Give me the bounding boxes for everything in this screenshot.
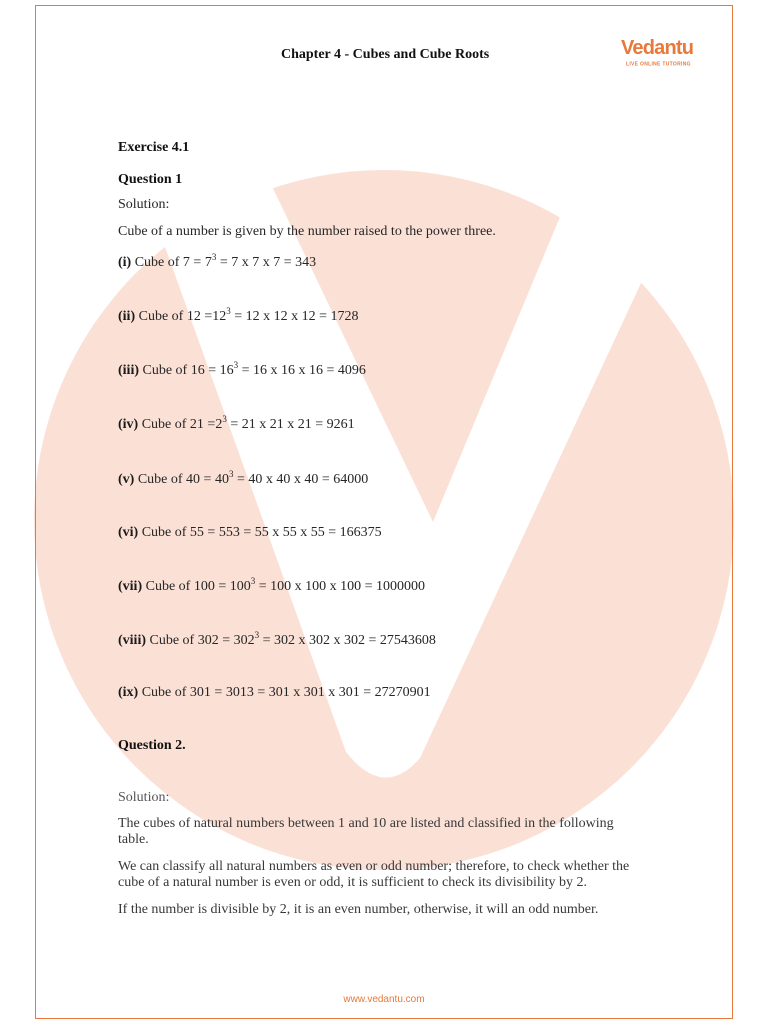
question2-heading: Question 2. [118,738,186,753]
question1-item [118,524,382,542]
exponent-superscript: 3 [250,576,256,586]
logo-wordmark: Vedantu [621,37,694,59]
solution-intro: Cube of a number is given by the number raised to the power three. [118,224,496,239]
item-label: (iii) [118,363,139,378]
expression-text: Cube of 302 = 302 [149,633,255,648]
expression-text: Cube of 21 =2 [141,417,223,432]
item-label: (viii) [118,633,146,648]
question1-item [118,471,368,489]
exponent-superscript: 3 [233,360,239,370]
question1-item [118,362,366,380]
question1-item [118,684,431,702]
paragraph-line: If the number is divisible by 2, it is an even number, otherwise, it will an odd number. [118,902,599,917]
paragraph-line: cube of a natural number is even or odd, it is sufficient to check its divisibility by 2. [118,875,588,890]
expression-rest: = 40 x 40 x 40 = 64000 [233,472,369,487]
exercise-heading: Exercise 4.1 [118,140,190,155]
expression-text: Cube of 12 =12 [138,309,227,324]
expression-text: Cube of 55 = 553 = 55 x 55 x 55 = 166375 [141,525,382,540]
expression-text: Cube of 100 = 100 [145,579,251,594]
expression-rest: = 16 x 16 x 16 = 4096 [238,363,366,378]
solution-label: Solution: [118,197,170,212]
item-label: (vii) [118,579,143,594]
footer-website-link[interactable]: www.vedantu.com [343,994,425,1005]
expression-text: Cube of 40 = 40 [137,472,229,487]
item-label: (ii) [118,309,136,324]
expression-rest: = 21 x 21 x 21 = 9261 [226,417,355,432]
question1-item [118,254,316,272]
expression-text: Cube of 7 = 7 [134,255,212,270]
question1-heading: Question 1 [118,172,183,187]
item-label: (iv) [118,417,139,432]
exponent-superscript: 3 [211,252,217,262]
item-label: (ix) [118,685,139,700]
item-label: (vi) [118,525,139,540]
question1-item [118,416,355,434]
paragraph-line: The cubes of natural numbers between 1 and 10 are listed and classified in the following [118,816,614,831]
expression-text: Cube of 16 = 16 [142,363,234,378]
item-label: (v) [118,472,135,487]
paragraph-line: We can classify all natural numbers as even or odd number; therefore, to check whether the [118,859,630,874]
exponent-superscript: 3 [228,469,234,479]
exponent-superscript: 3 [254,630,260,640]
item-label: (i) [118,255,132,270]
expression-rest: = 12 x 12 x 12 = 1728 [230,309,359,324]
question1-item [118,632,436,650]
chapter-title: Chapter 4 - Cubes and Cube Roots [281,47,490,62]
vedantu-logo [621,36,701,70]
expression-rest: = 100 x 100 x 100 = 1000000 [255,579,426,594]
exponent-superscript: 3 [222,414,227,424]
expression-rest: = 7 x 7 x 7 = 343 [216,255,317,270]
expression-text: Cube of 301 = 3013 = 301 x 301 x 301 = 27270901 [141,685,431,700]
paragraph-line: table. [118,832,149,847]
question1-item [118,308,359,326]
logo-tagline: LIVE ONLINE TUTORING [626,61,691,67]
solution-label: Solution: [118,790,170,805]
question1-item [118,578,425,596]
exponent-superscript: 3 [226,306,231,316]
expression-rest: = 302 x 302 x 302 = 27543608 [259,633,436,648]
